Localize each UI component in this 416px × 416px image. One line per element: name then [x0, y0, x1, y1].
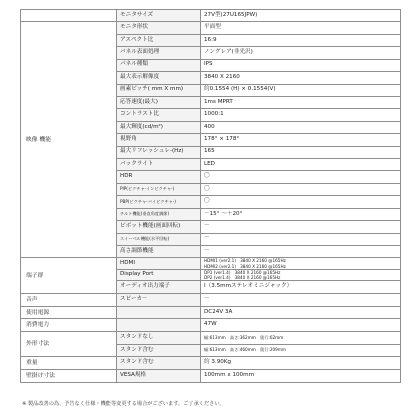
- category-sound: 音声: [21, 293, 117, 306]
- row-label: Display Port: [117, 269, 201, 281]
- row-label: スタンド含む: [117, 344, 201, 356]
- category-weight: 重量: [21, 357, 117, 370]
- row-label: アスペクト比: [117, 34, 201, 46]
- row-value: ノングレア(非光沢): [201, 47, 401, 59]
- row-value: 約0.1554 (H) × 0.1554(V): [201, 84, 401, 96]
- row-value: IPS: [201, 59, 401, 71]
- category-vesa: 壁掛け寸法: [21, 369, 117, 382]
- category-dimensions: 外形寸法: [21, 332, 117, 357]
- row-label: PBP(ピクチャ-バイピクチャ-): [117, 196, 201, 208]
- blank-cell: [117, 306, 201, 319]
- row-label: スピーカ－: [117, 293, 201, 306]
- row-label: ピボット機能(画面回転): [117, 221, 201, 233]
- table-row: [21, 10, 401, 22]
- row-label: VESA規格: [117, 369, 201, 382]
- row-label: 画素ピッチ( mm X mm): [117, 84, 201, 96]
- row-value: 平面型: [201, 22, 401, 34]
- category-video: 映像 機能: [21, 22, 117, 258]
- spec-table: [20, 9, 401, 383]
- row-value: 〇: [201, 196, 401, 208]
- category-consumption: 消費電力: [21, 319, 117, 332]
- row-value: DC24V 3A: [201, 306, 401, 319]
- row-value: －: [201, 246, 401, 258]
- table-row: [21, 306, 401, 319]
- row-label: スタンドなし: [117, 332, 201, 344]
- row-label: 最大表示解像度: [117, 72, 201, 84]
- row-value: 16:9: [201, 34, 401, 46]
- table-row: [21, 22, 401, 34]
- row-label: チルト機能(垂直角度調節): [117, 208, 201, 220]
- row-label: 応答速度(最大): [117, 96, 201, 108]
- row-label: HDR: [117, 171, 201, 183]
- dp-line: DP2 (ver1.4) 3840 X 2160 @165Hz: [204, 275, 281, 281]
- row-label: 視野角: [117, 134, 201, 146]
- row-value: [201, 269, 401, 281]
- row-label: モニタサイズ: [117, 10, 201, 22]
- row-value: 〇: [201, 171, 401, 183]
- blank-cell: [21, 10, 117, 22]
- row-value: 100mm x 100mm: [201, 369, 401, 382]
- row-value: 178° × 178°: [201, 134, 401, 146]
- row-value: －: [201, 233, 401, 245]
- row-label: スタンド含む: [117, 357, 201, 370]
- row-label: パネル表面処理: [117, 47, 201, 59]
- row-label: 最大輝度(cd/m²): [117, 121, 201, 133]
- row-value: 幅:613mm 高さ:460mm 奥行:209mm: [201, 344, 401, 356]
- row-value: －: [201, 293, 401, 306]
- category-ports: 端子群: [21, 258, 117, 293]
- blank-cell: [117, 319, 201, 332]
- row-value: 165: [201, 146, 401, 158]
- row-value: 幅:613mm 高さ:362mm 奥行:62mm: [201, 332, 401, 344]
- hdmi-line: HDMI1 (ver2.1) 3840 X 2160 @165Hz: [204, 258, 286, 264]
- row-value: 約 3.90Kg: [201, 357, 401, 370]
- row-label: PIP(ピクチャ-インピクチャ-): [117, 183, 201, 195]
- row-value: 3840 X 2160: [201, 72, 401, 84]
- row-label: 高さ調節機能: [117, 246, 201, 258]
- row-value: 47W: [201, 319, 401, 332]
- row-label: パネル種類: [117, 59, 201, 71]
- row-value: －: [201, 221, 401, 233]
- category-power: 使用電源: [21, 306, 117, 319]
- row-value: 1000:1: [201, 109, 401, 121]
- row-value: 400: [201, 121, 401, 133]
- row-label: コントラスト比: [117, 109, 201, 121]
- hdmi-line: HDMI2 (ver2.1) 3840 X 2160 @165Hz: [204, 263, 286, 269]
- row-value: [201, 258, 401, 270]
- table-row: [21, 258, 401, 270]
- footnote: ※ 製品改善の為、予告なく仕様・機能等変更する場合がございます。ご了承ください。: [22, 401, 225, 407]
- row-value: Ⅰ（3.5mmステレオミニジャック）: [201, 281, 401, 293]
- row-label: オーディオ出力端子: [117, 281, 201, 293]
- row-label: バックライト: [117, 159, 201, 171]
- table-row: [21, 332, 401, 344]
- table-row: [21, 293, 401, 306]
- table-row: [21, 369, 401, 382]
- table-row: [21, 357, 401, 370]
- row-value: 1ms MPRT: [201, 96, 401, 108]
- row-label: 最大リフレッシュレ-(Hz): [117, 146, 201, 158]
- row-value: －15° ～＋20°: [201, 208, 401, 220]
- dp-line: DP1 (ver1.4) 3840 X 2160 @165Hz: [204, 269, 281, 275]
- row-value: 27V型(27U165JPW): [201, 10, 401, 22]
- row-value: 〇: [201, 183, 401, 195]
- row-label: HDMI: [117, 258, 201, 270]
- table-row: [21, 319, 401, 332]
- row-value: LED: [201, 159, 401, 171]
- row-label: スイーベル機能(水平回転): [117, 233, 201, 245]
- row-label: モニタ形状: [117, 22, 201, 34]
